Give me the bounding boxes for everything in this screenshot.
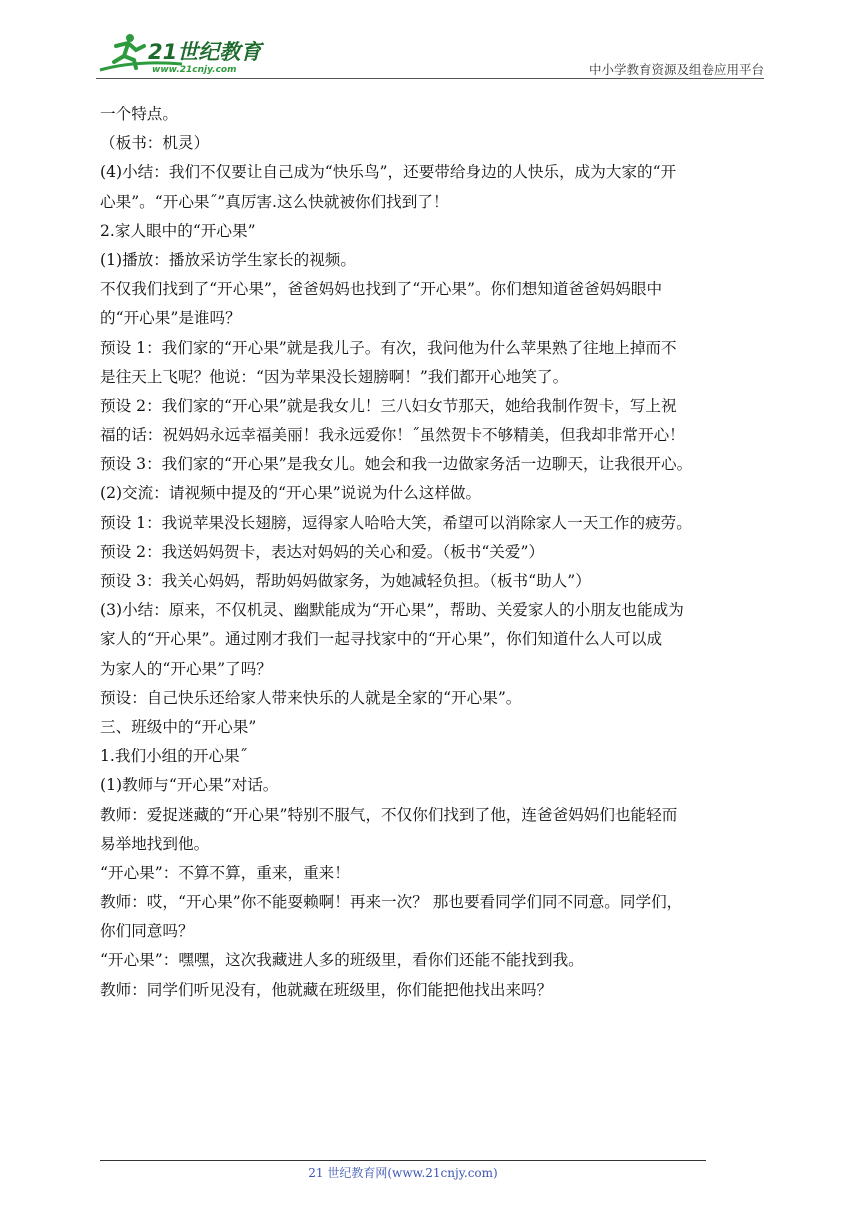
document-body	[100, 100, 766, 1005]
text-line: 教师：同学们听见没有，他就藏在班级里，你们能把他找出来吗？	[100, 980, 553, 999]
text-line: 预设 2：我送妈妈贺卡，表达对妈妈的关心和爱。（板书“关爱”）	[100, 542, 545, 561]
text-line: (1)播放：播放采访学生家长的视频。	[100, 250, 356, 269]
text-line: 家人的“开心果”。通过刚才我们一起寻找家中的“开心果”，你们知道什么人可以成	[100, 630, 663, 649]
text-line: （板书：机灵）	[100, 134, 210, 153]
text-line: 预设 1：我们家的“开心果”就是我儿子。有次，我问他为什么苹果熟了往地上掉而不	[100, 338, 677, 357]
text-line: (3)小结：原来，不仅机灵、幽默能成为“开心果”，帮助、关爱家人的小朋友也能成为	[100, 601, 684, 620]
text-line: 是往天上飞呢？他说：“因为苹果没长翅膀啊！”我们都开心地笑了。	[100, 367, 569, 386]
footer-divider	[100, 1160, 706, 1161]
text-line: 一个特点。	[100, 105, 178, 123]
logo-runner-icon	[96, 30, 266, 78]
platform-name: 中小学教育资源及组卷应用平台	[588, 62, 764, 77]
logo-text: 21世纪教育	[148, 40, 262, 64]
text-line: 预设：自己快乐还给家人带来快乐的人就是全家的“开心果”。	[100, 688, 522, 707]
text-line: 预设 2：我们家的“开心果”就是我女儿！三八妇女节那天，她给我制作贺卡，写上祝	[100, 396, 677, 415]
text-line: 为家人的“开心果”了吗？	[100, 659, 272, 678]
footer-link[interactable]: 21 世纪教育网(www.21cnjy.com)	[308, 1166, 498, 1180]
text-line: 福的话：祝妈妈永远幸福美丽！我永远爱你！˝虽然贺卡不够精美，但我却非常开心！	[100, 426, 685, 445]
site-logo[interactable]	[96, 30, 266, 78]
text-line: 预设 1：我说苹果没长翅膀，逗得家人哈哈大笑，希望可以消除家人一天工作的疲劳。	[100, 513, 692, 532]
text-line: (4)小结：我们不仅要让自己成为“快乐鸟”，还要带给身边的人快乐，成为大家的“开	[100, 163, 677, 182]
text-line: 的“开心果”是谁吗？	[100, 309, 241, 328]
text-line: 不仅我们找到了“开心果”，爸爸妈妈也找到了“开心果”。你们想知道爸爸妈妈眼中	[100, 280, 663, 299]
text-line: (1)教师与“开心果”对话。	[100, 776, 279, 795]
text-line: 2.家人眼中的“开心果”	[100, 221, 256, 240]
text-line: 心果”。“开心果˝”真厉害.这么快就被你们找到了！	[100, 192, 449, 211]
section-heading: 三、班级中的“开心果”	[100, 717, 257, 736]
page-header	[96, 30, 764, 78]
text-line: “开心果”：嘿嘿，这次我藏进人多的班级里，看你们还能不能找到我。	[100, 951, 584, 970]
text-line: 教师：爱捉迷藏的“开心果”特别不服气，不仅你们找到了他，连爸爸妈妈们也能轻而	[100, 805, 678, 824]
text-line: 1.我们小组的开心果˝	[100, 747, 248, 766]
text-line: 预设 3：我关心妈妈，帮助妈妈做家务，为她减轻负担。（板书“助人”）	[100, 572, 591, 590]
text-line: “开心果”：不算不算，重来，重来！	[100, 863, 350, 882]
text-line: (2)交流：请视频中提及的“开心果”说说为什么这样做。	[100, 484, 482, 503]
header-divider	[96, 78, 764, 79]
text-line: 预设 3：我们家的“开心果”是我女儿。她会和我一边做家务活一边聊天，让我很开心。	[100, 455, 693, 474]
logo-url: www.21cnjy.com	[152, 65, 237, 75]
text-line: 易举地找到他。	[100, 834, 210, 853]
text-line: 教师：哎，“开心果”你不能耍赖啊！再来一次？ 那也要看同学们同不同意。同学们，	[100, 893, 683, 912]
text-line: 你们同意吗？	[100, 922, 194, 941]
